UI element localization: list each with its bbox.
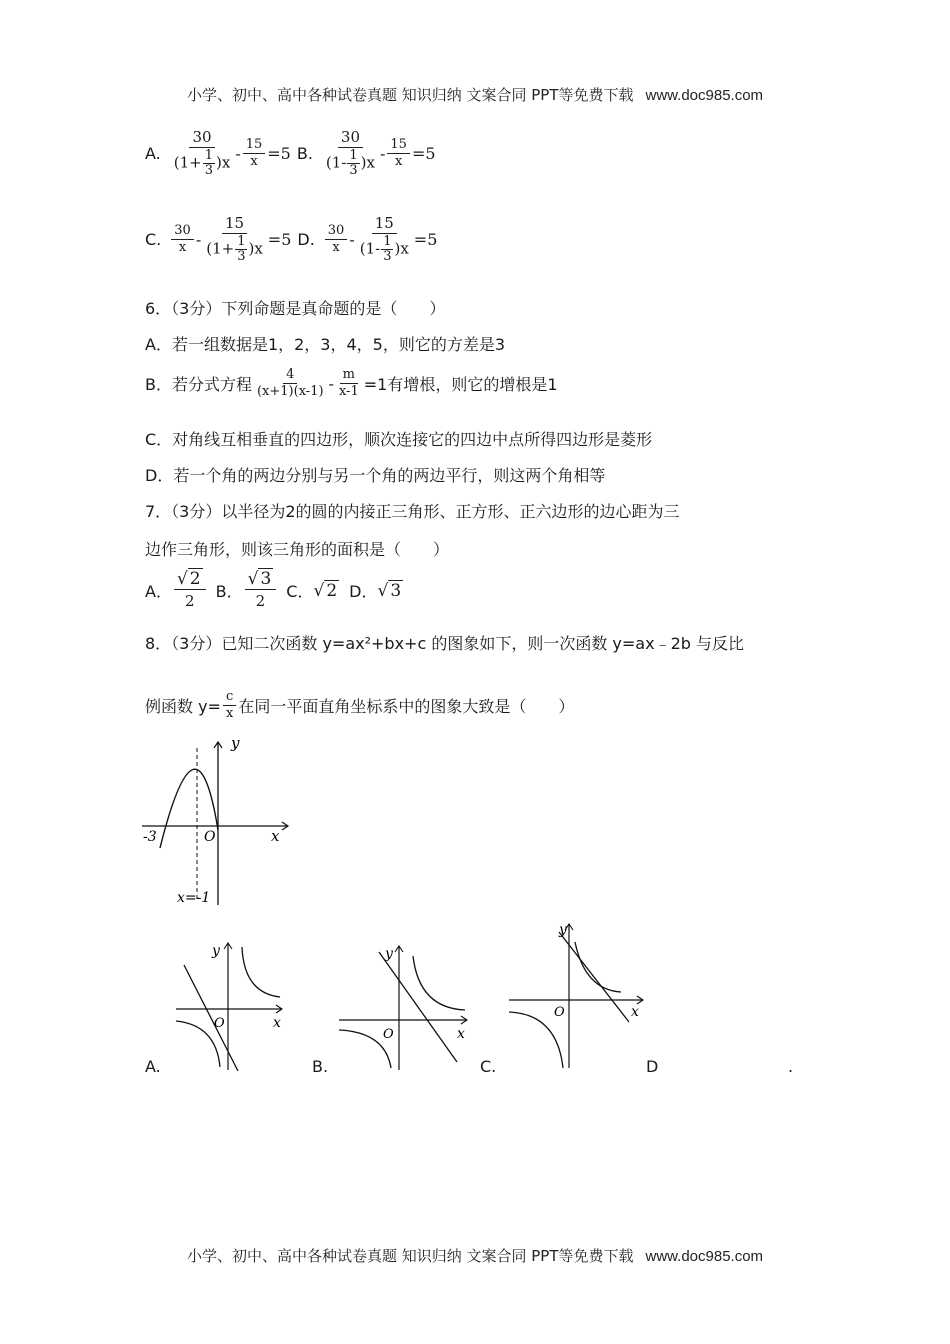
q6-stem: 6．（3分）下列命题是真命题的是（ ）	[145, 299, 446, 318]
q5-b-frac2: $\frac{15}{x}$	[387, 138, 410, 169]
q6-option-c: C．对角线互相垂直的四边形，顺次连接它的四边中点所得四边形是菱形	[145, 430, 653, 449]
q5-d-frac1: $\frac{30}{x}$	[325, 224, 348, 255]
q6-option-a: A．若一组数据是1，2，3，4，5，则它的方差是3	[145, 335, 506, 354]
q8-option-c-label: C.	[480, 1057, 497, 1076]
q7-line1: 7．（3分）以半径为2的圆的内接正三角形、正方形、正六边形的边心距为三	[145, 502, 680, 521]
q8-line2: 例函数 y= $\frac{c}{x}$ 在同一平面直角坐标系中的图象大致是（ ）	[145, 689, 575, 721]
q7-c-sqrt: √ 2	[313, 580, 338, 601]
q5-d-frac2: 15 (1- $\frac{1}{3}$ )x	[359, 214, 409, 264]
q6-b-frac2: $\frac{m}{x-1}$	[338, 367, 359, 399]
a-line	[184, 965, 238, 1071]
graph-x-label: x	[271, 827, 280, 845]
option-b-graph	[335, 940, 475, 1075]
option-a-graph	[170, 935, 290, 1075]
svg-text:O: O	[383, 1027, 394, 1042]
q8-frac: $\frac{c}{x}$	[223, 690, 236, 721]
svg-text:y: y	[559, 922, 567, 938]
q5-option-b-label: B.	[296, 143, 313, 163]
option-c-graph	[505, 918, 655, 1073]
svg-text:x: x	[273, 1015, 281, 1031]
page-header	[0, 84, 950, 105]
footer-text: 小学、初中、高中各种试卷真题 知识归纳 文案合同 PPT等免费下载	[186, 1247, 634, 1265]
parabola-graph	[140, 730, 300, 910]
svg-text:y: y	[385, 946, 393, 962]
graph-neg3-label: -3	[143, 829, 157, 845]
page-footer	[0, 1245, 950, 1266]
q7-d-sqrt: √ 3	[377, 580, 402, 601]
q6-option-b: B．若分式方程 $\frac{4}{(x+1)(x-1)}$ - $\frac{m}{x-1}$ =1有增根，则它的增根是1	[145, 367, 558, 399]
q5-a-frac2: $\frac{15}{x}$	[243, 138, 266, 169]
q5-option-d-label: D.	[297, 229, 315, 249]
q5-option-a-label: A.	[145, 143, 161, 163]
q8-option-d-label: D	[646, 1057, 659, 1076]
q6-b-frac1: $\frac{4}{(x+1)(x-1)}$	[256, 367, 324, 399]
q8-option-b-label: B.	[312, 1057, 329, 1076]
q5-row-cd: C. $\frac{30}{x}$ - 15 (1+ $\frac{1}{3}$ )x =5 D. $\frac{30}{x}$ - 15 (1- $\frac{1}{3}$ )x =5	[145, 214, 438, 264]
svg-text:O: O	[214, 1016, 225, 1031]
q5-c-frac2: 15 (1+ $\frac{1}{3}$ )x	[206, 214, 263, 264]
graph-axis-label: x=-1	[177, 890, 211, 906]
c-hyperbola-q3	[509, 1012, 563, 1068]
q8-option-a-label: A.	[145, 1057, 161, 1076]
q7-options: A． $\frac{√ 2}{2}$ B． $\frac{√ 3}{2}$ C． √ 2 D． √ 3	[145, 569, 402, 610]
c-hyperbola-q1	[575, 942, 621, 992]
q5-a-frac1: 30 (1+ $\frac{1}{3}$ )x	[173, 128, 231, 178]
svg-text:x: x	[631, 1004, 639, 1020]
svg-text:y: y	[212, 943, 220, 959]
b-hyperbola-q1	[413, 956, 465, 1010]
graph-origin-label: O	[204, 829, 216, 845]
header-url[interactable]: www.doc985.com	[645, 87, 764, 104]
q7-b-frac: $\frac{√ 3}{2}$	[245, 570, 277, 611]
a-hyperbola-q1	[242, 947, 280, 997]
q5-c-frac1: $\frac{30}{x}$	[171, 224, 194, 255]
q8-line1: 8．（3分）已知二次函数 y=ax²+bx+c 的图象如下，则一次函数 y=ax﹣2b 与反比	[145, 634, 744, 653]
q7-a-frac: $\frac{√ 2}{2}$	[174, 570, 206, 611]
footer-url[interactable]: www.doc985.com	[645, 1248, 764, 1265]
svg-text:x: x	[457, 1026, 465, 1042]
q6-option-d: D．若一个角的两边分别与另一个角的两边平行，则这两个角相等	[145, 466, 606, 485]
q8-option-d-dot: .	[788, 1057, 794, 1076]
svg-text:O: O	[554, 1005, 565, 1020]
q5-b-frac1: 30 (1- $\frac{1}{3}$ )x	[325, 128, 375, 178]
graph-y-label: y	[231, 734, 240, 752]
q5-row-ab: A. 30 (1+ $\frac{1}{3}$ )x - $\frac{15}{x}$ =5 B. 30 (1- $\frac{1}{3}$ )x - $\frac{15}{x}$ =5	[145, 128, 436, 178]
q5-option-c-label: C.	[145, 229, 162, 249]
q7-line2: 边作三角形，则该三角形的面积是（ ）	[145, 540, 450, 559]
header-text: 小学、初中、高中各种试卷真题 知识归纳 文案合同 PPT等免费下载	[186, 86, 634, 104]
b-line	[379, 952, 457, 1062]
